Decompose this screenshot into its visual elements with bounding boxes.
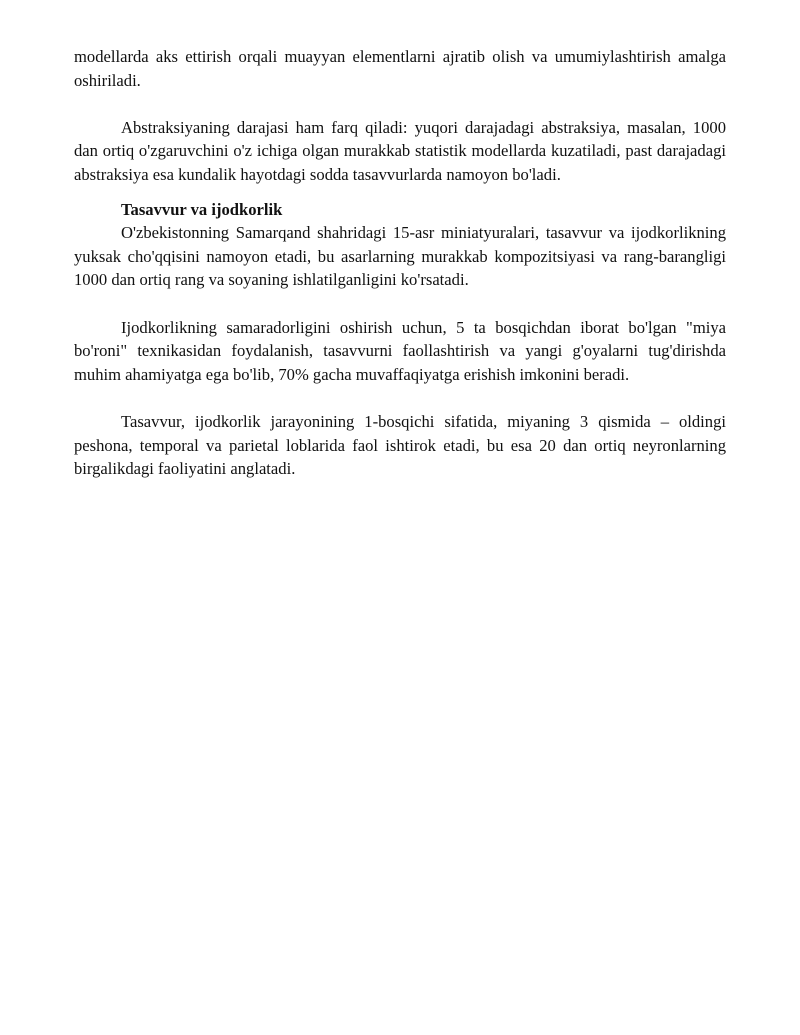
section-heading: Tasavvur va ijodkorlik (121, 199, 283, 219)
paragraph-abstraction-levels: Abstraksiyaning darajasi ham farq qiladi: yuqori darajadagi abstraksiya, masalan, 1000 dan ortiq o'zgaruvchini o'z ichiga olgan murakkab statistik modellarda kuzatiladi, past darajadagi abstraksiya esa kundalik hayotdagi sodda tasavvurlarda namoyon bo'ladi. (74, 117, 726, 184)
paragraph-brainstorming: Ijodkorlikning samaradorligini oshirish uchun, 5 ta bosqichdan iborat bo'lgan "miya bo'roni" texnikasidan foydalanish, tasavvurni faollashtirish va yangi g'oyalarni tug'dirishda muhim ahamiyatga ega bo'lib, 70% gacha muvaffaqiyatga erishish imkonini beradi. (74, 317, 726, 384)
document-page (74, 45, 726, 481)
paragraph-continuation: modellarda aks ettirish orqali muayyan elementlarni ajratib olish va umumiylashtirish amalga oshiriladi. (74, 47, 726, 90)
paragraph-brain-regions: Tasavvur, ijodkorlik jarayonining 1-bosqichi sifatida, miyaning 3 qismida – oldingi peshona, temporal va parietal loblarida faol ishtirok etadi, bu esa 20 dan ortiq neyronlarning birgalikdagi faoliyatini anglatadi. (74, 411, 726, 479)
paragraph-samarkand-miniatures: O'zbekistonning Samarqand shahridagi 15-asr miniatyuralari, tasavvur va ijodkorlikning yuksak cho'qqisini namoyon etadi, bu asarlarning murakkab kompozitsiyasi va rang-barangligi 1000 dan ortiq rang va soyaning ishlatilganligini ko'rsatadi. (74, 223, 726, 290)
